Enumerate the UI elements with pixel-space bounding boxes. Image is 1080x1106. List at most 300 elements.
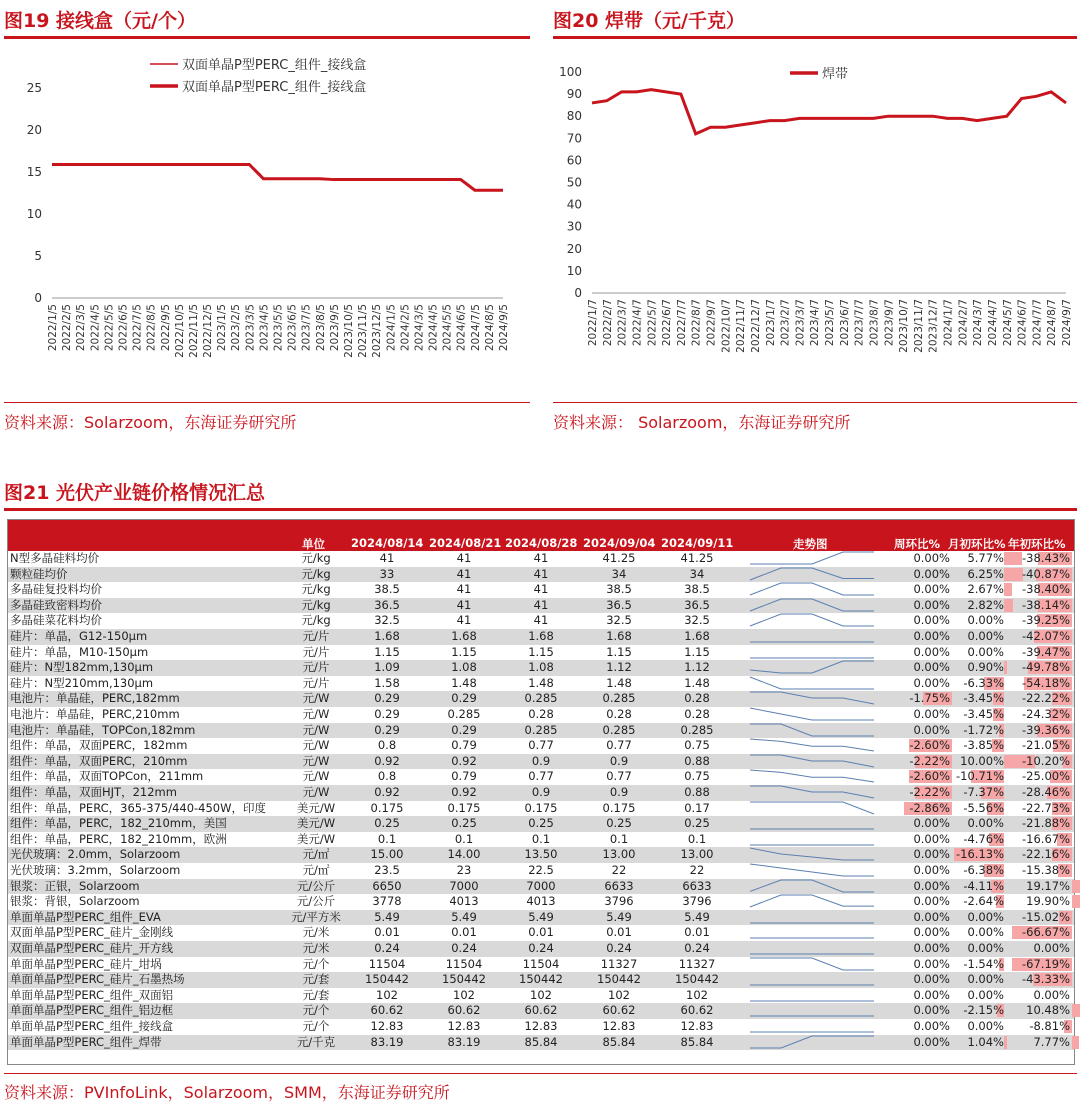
row-value: 1.68 [451,629,477,643]
row-value: 41 [456,582,472,597]
row-unit: 元/kg [301,597,331,612]
row-unit: 美元/W [296,816,336,831]
sparkline-path [750,739,874,751]
x-tick-label: 2023/2/7 [779,299,792,347]
row-sparkline [746,925,880,940]
row-value: 0.9 [609,753,629,768]
x-tick-label: 2023/11/5 [357,304,370,358]
header-wow: 周环比% [894,537,941,551]
table-row [8,613,1074,629]
sparkline-path [750,895,874,907]
row-value: 14.00 [447,847,481,862]
row-value: 0.29 [374,691,400,706]
row-value: 60.62 [680,1003,714,1018]
row-mom: -2.15% [963,1003,1004,1018]
row-ytd: -10.20% [1022,753,1070,768]
row-value: 83.19 [447,1034,481,1049]
row-name: 单面单晶P型PERC_组件_EVA [10,909,161,924]
row-ytd: -21.88% [1022,816,1070,831]
ytd-bar [1072,880,1080,893]
x-tick-label: 2023/3/5 [244,304,257,352]
sparkline-path [750,958,874,970]
row-value: 60.62 [602,1003,636,1018]
row-value: 102 [608,987,630,1002]
row-sparkline [746,551,880,566]
x-tick-label: 2024/2/5 [399,304,412,352]
row-value: 150442 [519,972,563,987]
row-value: 150442 [365,972,409,987]
row-sparkline [746,645,880,660]
legend-label: 焊带 [822,67,849,82]
x-tick-label: 2022/5/7 [646,299,659,347]
table-row [8,879,1074,895]
row-sparkline [746,910,880,925]
row-unit: 元/kg [301,613,331,628]
row-ytd: 0.00% [1033,941,1070,955]
table-row [8,582,1074,598]
row-sparkline [746,676,880,691]
row-wow: 0.00% [913,894,950,909]
table-row [8,691,1074,707]
row-name: 单面单晶P型PERC_组件_接线盒 [10,1019,174,1033]
row-value: 0.29 [374,722,400,737]
y-tick-label: 0 [574,286,582,300]
row-mom: -4.11% [963,878,1004,893]
row-value: 0.01 [606,925,632,940]
table-row [8,598,1074,614]
row-name: N型多晶硅料均价 [10,551,100,565]
row-value: 38.5 [374,582,400,597]
row-unit: 元/W [302,738,330,753]
row-value: 5.49 [374,909,400,924]
row-unit: 元/片 [302,675,330,690]
row-mom: 0.00% [967,941,1004,955]
row-value: 0.9 [531,785,551,799]
row-name: 组件：单晶，PERC，182_210mm，美国 [10,816,227,831]
row-mom: -4.76% [963,831,1004,846]
table-row [8,707,1074,723]
x-tick-label: 2022/7/7 [675,299,688,347]
sparkline-path [750,552,874,564]
row-value: 1.68 [528,629,554,643]
row-wow: -2.86% [909,800,950,815]
sparkline-path [750,661,874,673]
row-value: 0.8 [377,738,397,753]
row-unit: 元/kg [301,566,331,581]
row-wow: 0.00% [913,831,950,846]
row-name: 单面单晶P型PERC_组件_双面铝 [10,987,174,1002]
row-value: 0.79 [451,769,477,784]
row-ytd: -28.46% [1022,785,1070,799]
row-unit: 元/公斤 [296,894,336,909]
row-sparkline [746,723,880,738]
row-ytd: 7.77% [1033,1034,1070,1049]
y-tick-label: 30 [566,219,582,234]
price-summary-table [7,519,1075,1065]
table-row [8,863,1074,879]
row-value: 1.48 [606,675,632,690]
row-name: 银浆：背银，Solarzoom [10,894,140,909]
row-wow: 0.00% [913,816,950,831]
row-value: 1.15 [528,644,554,659]
x-tick-label: 2022/11/5 [187,304,200,358]
x-tick-label: 2022/9/7 [705,299,718,347]
row-sparkline [746,769,880,784]
row-mom: -10.71% [956,769,1004,784]
row-wow: 0.00% [913,722,950,737]
row-value: 12.83 [602,1019,636,1033]
fig21-title-rule [4,508,1077,511]
row-unit: 元/公斤 [296,878,336,893]
row-value: 41 [533,582,549,597]
row-value: 0.92 [451,753,477,768]
table-row [8,816,1074,832]
table-row [8,941,1074,957]
y-tick-label: 90 [566,87,582,102]
header-ytd: 年初环比% [1008,537,1066,551]
row-value: 38.5 [606,582,632,597]
row-wow: 0.00% [913,972,950,987]
x-tick-label: 2022/10/5 [173,304,186,358]
row-wow: 0.00% [913,597,950,612]
row-value: 41 [379,551,395,565]
row-sparkline [746,972,880,987]
table-row [8,988,1074,1004]
row-value: 11504 [522,956,560,971]
row-value: 6633 [682,878,712,893]
x-tick-label: 2023/8/5 [314,304,327,352]
row-value: 0.28 [684,707,710,721]
row-value: 0.1 [687,831,707,846]
row-ytd: 19.17% [1026,878,1070,893]
row-value: 41 [456,597,472,612]
row-value: 12.83 [370,1019,404,1033]
fig19-source-rule [4,402,530,403]
row-unit: 元/套 [302,987,330,1002]
row-wow: -2.60% [909,738,950,753]
x-tick-label: 2022/12/5 [202,304,215,358]
row-value: 0.9 [609,785,629,799]
sparkline-path [750,770,874,782]
row-unit: 元/kg [301,582,331,597]
row-value: 1.08 [528,660,554,675]
x-tick-label: 2024/8/5 [483,304,496,352]
row-value: 4013 [449,894,479,909]
row-wow: 0.00% [913,1034,950,1049]
x-tick-label: 2024/9/5 [498,304,510,352]
row-value: 5.49 [528,909,554,924]
row-value: 0.75 [684,769,710,784]
x-tick-label: 2022/10/7 [720,299,733,353]
row-value: 41.25 [680,551,714,565]
row-unit: 美元/W [296,831,336,846]
fig20-source: 资料来源： Solarzoom，东海证券研究所 [553,413,851,432]
header-d1: 2024/08/14 [351,536,424,550]
row-sparkline [746,598,880,613]
row-mom: -1.72% [963,722,1004,737]
row-value: 1.09 [374,660,400,675]
row-ytd: 10.48% [1026,1003,1070,1018]
row-ytd: -22.22% [1022,691,1070,706]
row-mom: -1.54% [963,956,1004,971]
row-name: 组件：单晶，PERC，182_210mm，欧洲 [10,831,227,846]
fig19-source: 资料来源：Solarzoom，东海证券研究所 [4,413,297,432]
row-value: 0.29 [374,707,400,721]
row-mom: 1.04% [967,1034,1004,1049]
x-tick-label: 2022/4/5 [89,304,102,352]
x-tick-label: 2023/1/5 [216,304,229,352]
row-mom: 0.00% [967,613,1004,628]
row-ytd: -21.05% [1022,738,1070,753]
row-ytd: -39.47% [1022,644,1070,659]
row-value: 0.77 [606,738,632,753]
row-value: 0.92 [374,785,400,799]
row-ytd: -24.32% [1022,707,1070,721]
x-tick-label: 2023/7/7 [853,299,866,347]
row-sparkline [746,832,880,847]
row-sparkline [746,1003,880,1018]
row-value: 0.88 [684,753,710,768]
row-value: 0.28 [528,707,554,721]
row-value: 0.77 [606,769,632,784]
row-name: 硅片：单晶，M10-150μm [10,644,149,659]
row-value: 0.285 [680,722,714,737]
row-value: 41 [533,566,549,581]
row-unit: 元/片 [302,660,330,675]
row-unit: 元/W [302,785,330,799]
row-value: 60.62 [524,1003,558,1018]
y-tick-label: 20 [26,123,42,137]
header-d5: 2024/09/11 [661,536,734,550]
row-sparkline [746,847,880,862]
row-value: 0.25 [528,816,554,831]
row-value: 0.28 [684,691,710,706]
row-wow: 0.00% [913,551,950,565]
sparkline-path [750,724,874,736]
x-tick-label: 2022/3/7 [616,299,629,347]
row-value: 102 [530,987,552,1002]
row-value: 0.77 [528,738,554,753]
row-value: 150442 [442,972,486,987]
row-mom: 0.00% [967,644,1004,659]
table-row [8,1035,1074,1051]
y-tick-label: 15 [26,165,42,179]
row-value: 41 [533,613,549,628]
x-tick-label: 2023/4/7 [809,299,822,347]
x-tick-label: 2023/6/7 [838,299,851,347]
x-tick-label: 2023/12/5 [371,304,384,358]
row-value: 11504 [445,956,483,971]
table-row [8,754,1074,770]
row-value: 60.62 [447,1003,481,1018]
row-value: 23.5 [374,863,400,877]
x-tick-label: 2022/5/5 [103,304,116,352]
row-sparkline [746,754,880,769]
x-tick-label: 2023/7/5 [300,304,313,352]
sparkline-path [750,708,874,720]
row-sparkline [746,863,880,878]
row-name: 光伏玻璃：2.0mm，Solarzoom [10,847,181,862]
x-tick-label: 2024/5/7 [1001,299,1014,347]
row-value: 0.9 [531,753,551,768]
row-ytd: -25.00% [1022,769,1070,784]
x-tick-label: 2024/5/5 [441,304,454,352]
y-tick-label: 10 [26,207,42,221]
row-unit: 元/米 [302,925,330,940]
row-value: 36.5 [684,597,710,612]
row-wow: 0.00% [913,925,950,940]
row-name: 电池片：单晶硅，PERC,182mm [10,691,180,706]
row-value: 0.175 [602,800,636,815]
row-value: 102 [376,987,398,1002]
row-value: 36.5 [374,597,400,612]
row-value: 1.68 [684,629,710,643]
row-wow: 0.00% [913,566,950,581]
table-row [8,894,1074,910]
ytd-bar [1072,895,1080,908]
legend-label: 双面单晶P型PERC_组件_接线盒 [182,80,367,95]
row-sparkline [746,894,880,909]
x-tick-label: 2024/3/5 [413,304,426,352]
x-tick-label: 2023/6/5 [286,304,299,352]
row-value: 22.5 [528,863,554,877]
row-value: 6633 [604,878,634,893]
x-tick-label: 2023/10/5 [342,304,355,358]
row-ytd: -15.02% [1022,909,1070,924]
row-value: 0.88 [684,785,710,799]
row-unit: 元/kg [301,551,331,565]
row-ytd: -54.18% [1022,675,1070,690]
x-tick-label: 2023/2/5 [230,304,243,352]
table-row [8,1003,1074,1019]
row-wow: 0.00% [913,1019,950,1033]
fig21-source-rule [4,1073,1077,1074]
row-mom: -5.56% [963,800,1004,815]
row-unit: 元/个 [302,1019,330,1033]
row-value: 0.1 [609,831,629,846]
row-unit: 美元/W [296,800,336,815]
table-row [8,1019,1074,1035]
row-wow: -2.22% [909,753,950,768]
row-value: 4013 [526,894,556,909]
row-sparkline [746,957,880,972]
row-value: 38.5 [684,582,710,597]
row-ytd: -15.38% [1022,863,1070,877]
row-value: 0.285 [602,691,636,706]
row-wow: 0.00% [913,582,950,597]
row-name: 银浆：正银，Solarzoom [10,878,140,893]
x-tick-label: 2022/6/7 [661,299,674,347]
x-tick-label: 2024/9/7 [1061,299,1073,347]
row-wow: 0.00% [913,675,950,690]
row-name: 组件：单晶，双面PERC，210mm [10,753,188,768]
row-value: 41 [533,597,549,612]
mom-bar [1004,661,1007,674]
sparkline-path [750,583,874,595]
row-value: 0.92 [451,785,477,799]
sparkline-path [750,802,874,814]
table-row [8,660,1074,676]
row-value: 0.24 [451,941,477,955]
row-name: 光伏玻璃：3.2mm，Solarzoom [10,863,181,877]
row-ytd: -16.67% [1022,831,1070,846]
row-value: 13.50 [524,847,558,862]
row-value: 1.48 [684,675,710,690]
row-mom: 0.00% [967,1019,1004,1033]
x-tick-label: 2022/8/5 [145,304,158,352]
row-value: 0.25 [451,816,477,831]
row-name: 组件：单晶，PERC，365-375/440-450W，印度 [10,800,266,815]
row-sparkline [746,660,880,675]
row-mom: 6.25% [967,566,1004,581]
ytd-bar [1072,1004,1080,1017]
row-value: 1.15 [684,644,710,659]
row-unit: 元/个 [302,956,330,971]
row-unit: 元/片 [302,644,330,659]
row-ytd: -38.14% [1022,597,1070,612]
y-tick-label: 40 [566,197,582,212]
sparkline-path [750,786,874,798]
legend-label: 双面单晶P型PERC_组件_接线盒 [182,58,367,73]
table-row [8,629,1074,645]
row-value: 41.25 [602,551,636,565]
x-tick-label: 2024/4/5 [427,304,440,352]
x-tick-label: 2024/7/5 [469,304,482,352]
row-value: 83.19 [370,1034,404,1049]
row-name: 多晶硅复投料均价 [10,582,102,597]
row-unit: 元/㎡ [302,847,330,862]
row-unit: 元/W [302,707,330,721]
table-row [8,957,1074,973]
row-mom: 2.82% [967,597,1004,612]
y-tick-label: 5 [34,249,42,263]
row-value: 11327 [678,956,716,971]
series-line [52,164,503,190]
x-tick-label: 2023/4/5 [258,304,271,352]
row-wow: 0.00% [913,847,950,862]
row-ytd: -67.19% [1022,956,1070,971]
y-tick-label: 70 [566,131,582,146]
row-wow: 0.00% [913,660,950,675]
row-ytd: -22.16% [1022,847,1070,862]
row-value: 150442 [675,972,719,987]
row-value: 0.25 [606,816,632,831]
row-ytd: -39.36% [1022,722,1070,737]
table-row [8,551,1074,567]
row-value: 15.00 [370,847,404,862]
row-value: 0.1 [531,831,551,846]
row-unit: 元/W [302,722,330,737]
row-value: 0.24 [374,941,400,955]
row-mom: -7.37% [963,785,1004,799]
row-mom: 5.77% [967,551,1004,565]
row-value: 0.24 [528,941,554,955]
row-value: 41 [456,551,472,565]
x-tick-label: 2022/3/5 [75,304,88,352]
row-name: 多晶硅致密料均价 [10,597,102,612]
row-unit: 元/个 [302,1003,330,1018]
x-tick-label: 2023/5/7 [824,299,836,347]
row-value: 1.68 [606,629,632,643]
row-name: 硅片：单晶，G12-150μm [10,629,148,643]
row-value: 0.01 [374,925,400,940]
row-value: 0.01 [451,925,477,940]
row-unit: 元/套 [302,972,330,987]
row-value: 0.8 [377,769,397,784]
sparkline-path [750,848,874,860]
row-wow: 0.00% [913,956,950,971]
row-value: 85.84 [602,1034,636,1049]
